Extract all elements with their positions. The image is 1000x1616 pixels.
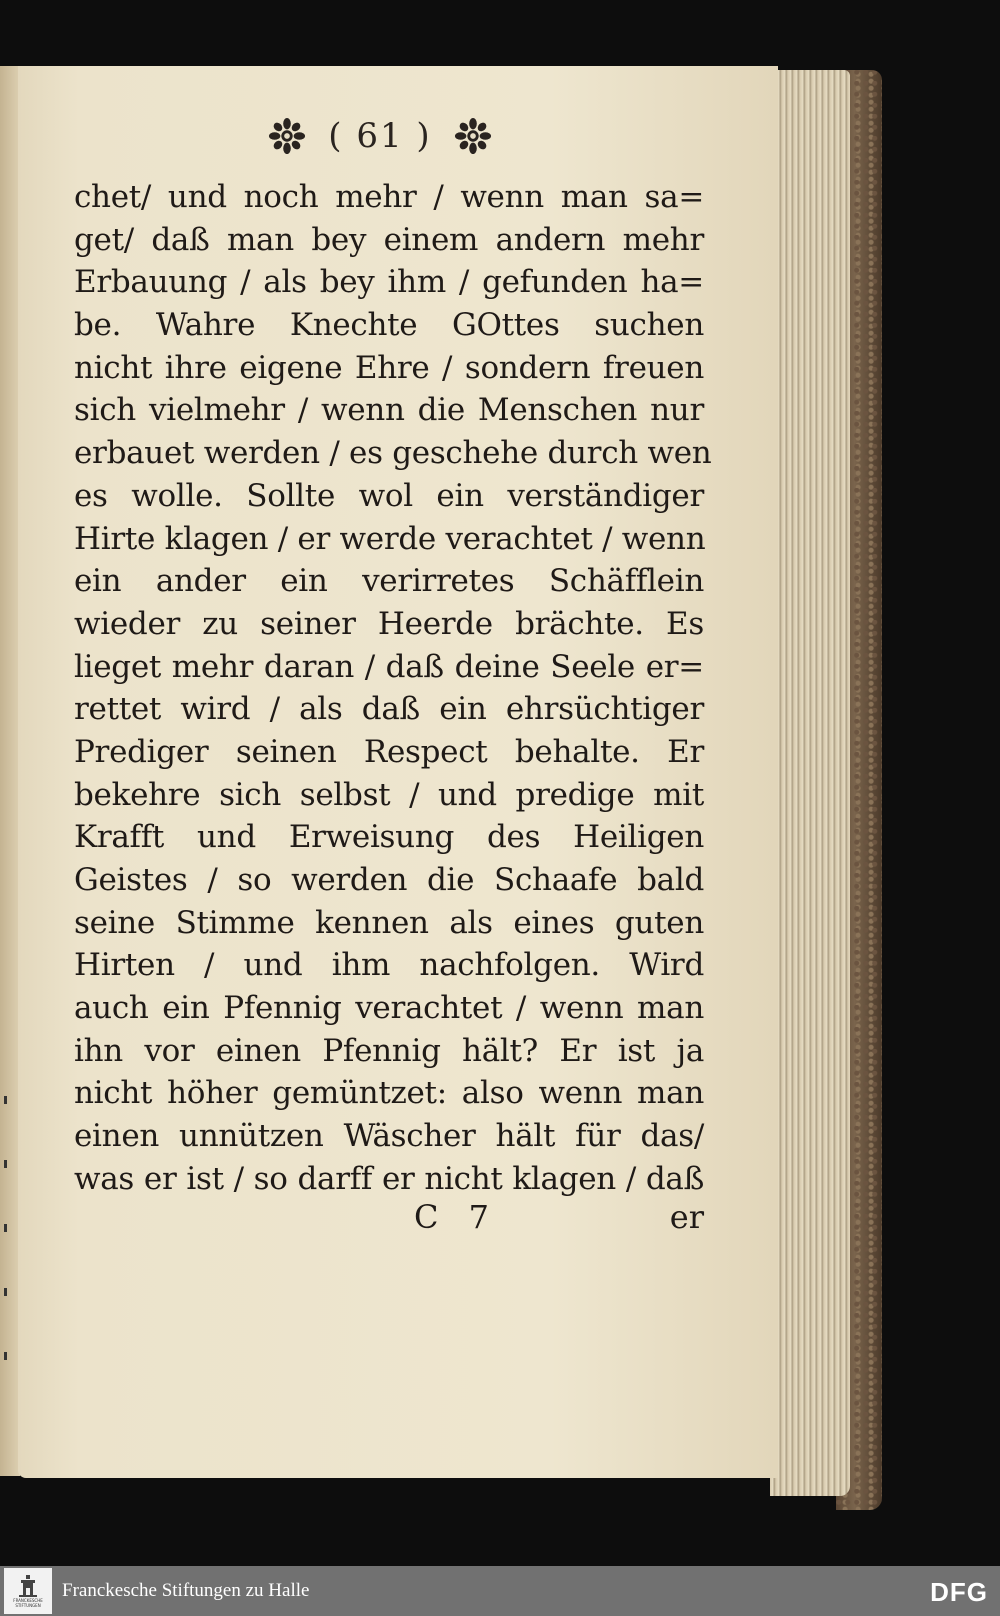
page-header bbox=[250, 108, 510, 164]
text-line: bekehre sich selbst / und predige mit bbox=[74, 776, 704, 813]
text-line: einen unnützen Wäscher hält für das/ bbox=[74, 1118, 704, 1155]
text-line: rettet wird / als daß ein ehrsüchtiger bbox=[74, 691, 704, 728]
rosette-icon bbox=[454, 117, 492, 155]
text-line: Hirte klagen / er werde verachtet / wenn bbox=[74, 520, 706, 557]
left-page-edge bbox=[0, 66, 20, 1476]
text-line: ein ander ein verirretes Schäfflein bbox=[74, 563, 704, 600]
text-line: ihn vor einen Pfennig hält? Er ist ja bbox=[74, 1032, 704, 1069]
text-line: Prediger seinen Respect behalte. Er bbox=[74, 733, 704, 770]
institution-logo[interactable] bbox=[4, 1568, 52, 1614]
page-stack-edges bbox=[770, 70, 850, 1496]
page-footer bbox=[74, 1198, 704, 1242]
text-line: erbauet werden / es geschehe durch wen bbox=[74, 435, 712, 472]
text-line: get/ daß man bey einem andern mehr bbox=[74, 221, 704, 258]
text-line: Erbauung / als bey ihm / gefunden ha= bbox=[74, 264, 704, 301]
text-line: auch ein Pfennig verachtet / wenn man bbox=[74, 990, 704, 1027]
text-line: be. Wahre Knechte GOttes suchen bbox=[74, 307, 704, 344]
text-line: Krafft und Erweisung des Heiligen bbox=[74, 819, 704, 856]
text-line: wieder zu seiner Heerde brächte. Es bbox=[74, 605, 704, 642]
text-line: chet/ und noch mehr / wenn man sa= bbox=[74, 179, 704, 215]
body-text bbox=[74, 176, 712, 1201]
text-line: sich vielmehr / wenn die Menschen nur bbox=[74, 392, 704, 429]
text-line: lieget mehr daran / daß deine Seele er= bbox=[74, 648, 704, 685]
footer-bar bbox=[0, 1566, 1000, 1616]
institution-name[interactable]: Franckesche Stiftungen zu Halle bbox=[62, 1580, 310, 1601]
text-line: nicht ihre eigene Ehre / sondern freuen bbox=[74, 349, 704, 386]
rosette-icon bbox=[268, 117, 306, 155]
text-line: Hirten / und ihm nachfolgen. Wird bbox=[74, 947, 704, 984]
catchword: er bbox=[669, 1198, 704, 1236]
text-line: Geistes / so werden die Schaafe bald bbox=[74, 862, 704, 898]
page-number: ( 61 ) bbox=[328, 116, 432, 156]
text-line: seine Stimme kennen als eines guten bbox=[74, 904, 704, 941]
logo-caption: FRANCKESCHE STIFTUNGEN bbox=[13, 1598, 43, 1608]
signature-mark: C 7 bbox=[414, 1198, 500, 1236]
dfg-logo[interactable]: DFG bbox=[930, 1577, 988, 1607]
text-line: nicht höher gemüntzet: also wenn man bbox=[74, 1075, 704, 1112]
franckesche-logo-icon bbox=[17, 1574, 39, 1598]
text-line: was er ist / so darff er nicht klagen / daß bbox=[74, 1160, 704, 1197]
text-line: es wolle. Sollte wol ein verständiger bbox=[74, 477, 704, 514]
left-page-bleed-marks bbox=[4, 1096, 14, 1416]
